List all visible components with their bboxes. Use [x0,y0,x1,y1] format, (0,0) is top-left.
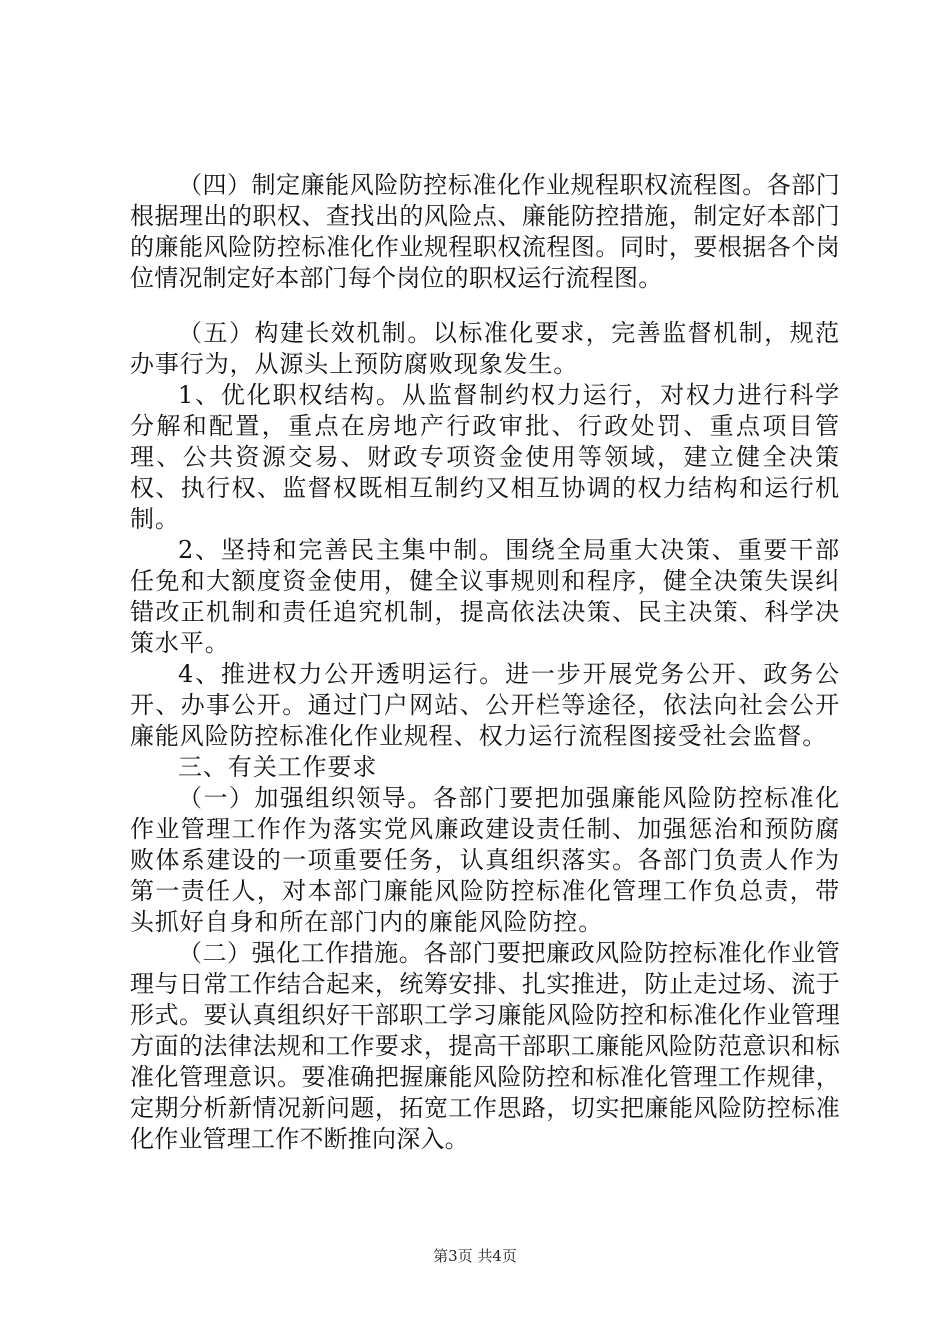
paragraph-section-4: （四）制定廉能风险防控标准化作业规程职权流程图。各部门根据理出的职权、查找出的风险点、廉能防控措施，制定好本部门的廉能风险防控标准化作业规程职权流程图。同时，要根据各个岗位情况制定好本部门每个岗位的职权运行流程图。 [130,171,840,292]
paragraph-item-1: 1、优化职权结构。从监督制约权力运行，对权力进行科学分解和配置，重点在房地产行政审批、行政处罚、重点项目管理、公共资源交易、财政专项资金使用等领域，建立健全决策权、执行权、监督权既相互制约又相互协调的权力结构和运行机制。 [130,381,840,533]
paragraph-requirement-2: （二）强化工作措施。各部门要把廉政风险防控标准化作业管理与日常工作结合起来，统筹安排、扎实推进，防止走过场、流于形式。要认真组织好干部职工学习廉能风险防控和标准化作业管理方面的法律法规和工作要求，提高干部职工廉能风险防范意识和标准化管理意识。要准确把握廉能风险防控和标准化管理工作规律，定期分析新情况新问题，拓宽工作思路，切实把廉能风险防控标准化作业管理工作不断推向深入。 [130,939,840,1153]
paragraph-section-5: （五）构建长效机制。以标准化要求，完善监督机制，规范办事行为，从源头上预防腐败现象发生。 [130,319,840,378]
page-number-footer: 第3页 共4页 [433,1247,517,1265]
paragraph-item-2: 2、坚持和完善民主集中制。围绕全局重大决策、重要干部任免和大额度资金使用，健全议事规则和程序，健全决策失误纠错改正机制和责任追究机制，提高依法决策、民主决策、科学决策水平。 [130,536,840,657]
document-body [130,170,840,1155]
section-heading-work-requirements: 三、有关工作要求 [178,753,378,781]
paragraph-item-4: 4、推进权力公开透明运行。进一步开展党务公开、政务公开、办事公开。通过门户网站、公开栏等途径，依法向社会公开廉能风险防控标准化作业规程、权力运行流程图接受社会监督。 [130,660,840,750]
paragraph-requirement-1: （一）加强组织领导。各部门要把加强廉能风险防控标准化作业管理工作作为落实党风廉政建设责任制、加强惩治和预防腐败体系建设的一项重要任务，认真组织落实。各部门负责人作为第一责任人，对本部门廉能风险防控标准化管理工作负总责，带头抓好自身和所在部门内的廉能风险防控。 [130,784,840,936]
